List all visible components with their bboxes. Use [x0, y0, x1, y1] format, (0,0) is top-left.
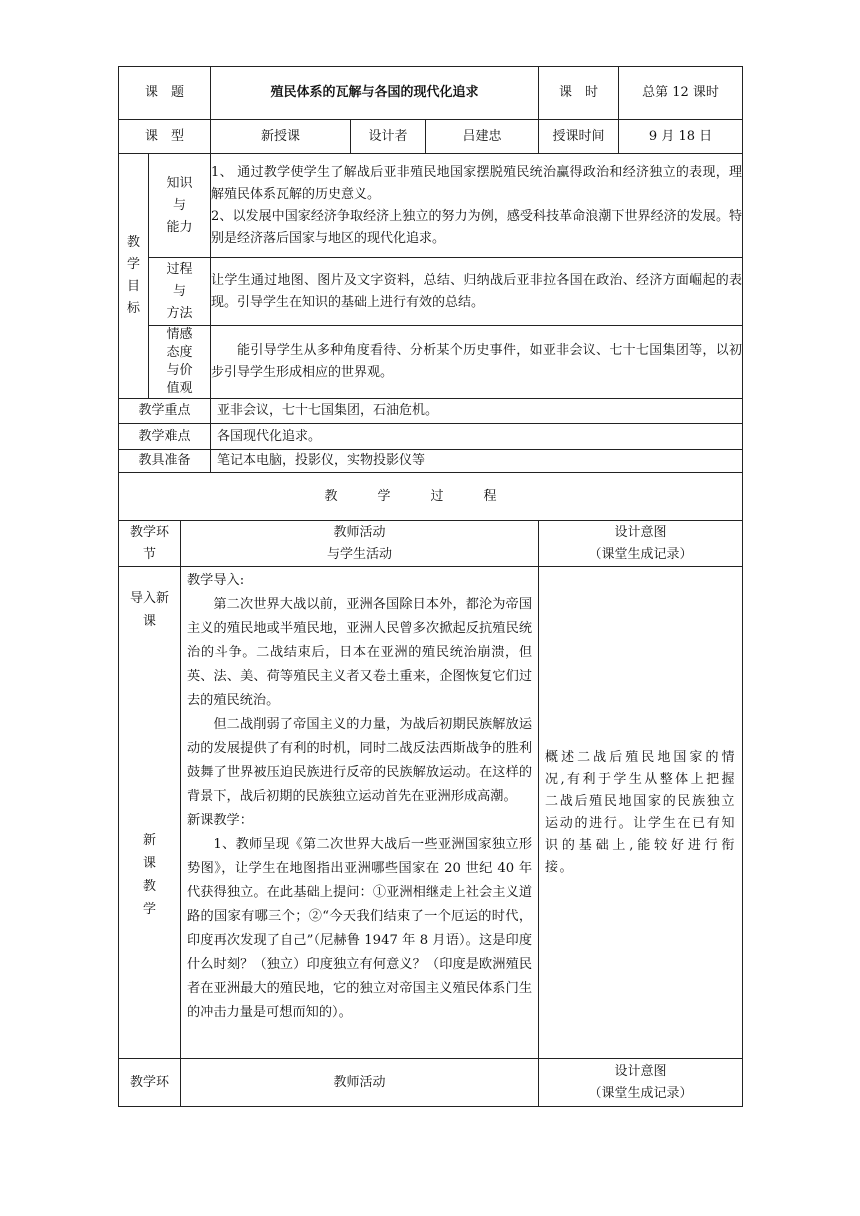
goal-label-line: 值观	[166, 381, 193, 396]
designer-value: 吕建忠	[426, 120, 539, 154]
goal-label-line: 过程	[166, 261, 193, 277]
goal-row-knowledge	[119, 154, 743, 258]
goal-label-process	[149, 258, 211, 326]
activity-column-header: 教师活动	[181, 1059, 539, 1107]
goal-label-line: 态度	[166, 345, 193, 360]
goal-label-line: 情感	[166, 327, 193, 342]
goal-label-line: 与	[173, 197, 187, 213]
process-header-row-repeat	[119, 1059, 743, 1107]
stage-new-lesson	[119, 829, 180, 921]
activity-paragraph: 但二战削弱了帝国主义的力量，为战后初期民族解放运动的发展提供了有利的时机，同时二战反法西斯战争的胜利鼓舞了世界被压迫民族进行反帝的民族解放运动。在这样的背景下，战后初期的民族独立运动首先在亚洲形成高潮。	[187, 717, 533, 804]
intent-cell: 概述二战后殖民地国家的情况,有利于学生从整体上把握二战后殖民地国家的民族独立运动的进行。让学生在已有知识的基础上,能较好进行衔接。	[539, 567, 743, 1059]
goal-label-emotion	[149, 326, 211, 399]
stage-line: 教	[142, 879, 156, 894]
goals-label-char: 目	[126, 279, 140, 294]
process-title: 教学过程	[119, 473, 743, 521]
header-line: 设计意图	[614, 524, 667, 540]
goal-label-line: 知识	[166, 175, 193, 191]
stage-column-header: 教学环	[119, 1059, 181, 1107]
activity-column-header	[181, 521, 539, 567]
process-title-row	[119, 473, 743, 521]
goal-line: 1、 通过教学使学生了解战后亚非殖民地国家摆脱殖民统治赢得政治和经济独立的表现，理解殖民体系瓦解的历史意义。	[211, 164, 743, 202]
key-points-label: 教学重点	[119, 399, 211, 424]
goal-line: 能引导学生从多种角度看待、分析某个历史事件，如亚非会议、七十七国集团等，以初步引导学生形成相应的世界观。	[211, 343, 743, 380]
goals-label-char: 教	[126, 235, 140, 250]
goal-label-line: 与价	[166, 363, 193, 378]
goal-text-knowledge	[211, 154, 743, 258]
key-points-row	[119, 399, 743, 424]
stage-intro	[119, 587, 180, 633]
difficulties-value: 各国现代化追求。	[211, 424, 743, 450]
topic-row	[119, 67, 743, 120]
key-points-value: 亚非会议，七十七国集团，石油危机。	[211, 399, 743, 424]
type-row	[119, 120, 743, 154]
goal-label-line: 与	[173, 283, 187, 299]
lesson-title: 殖民体系的瓦解与各国的现代化追求	[211, 67, 539, 120]
activity-paragraph: 第二次世界大战以前，亚洲各国除日本外，都沦为帝国主义的殖民地或半殖民地，亚洲人民曾多次掀起反抗殖民统治的斗争。二战结束后，日本在亚洲的殖民统治崩溃，但英、法、美、荷等殖民主义者又卷土重来，企图恢复它们过去的殖民统治。	[187, 597, 533, 708]
goal-label-knowledge	[149, 154, 211, 258]
type-label: 课 型	[119, 120, 211, 154]
hours-label: 课 时	[539, 67, 619, 120]
stage-line: 导入新	[129, 591, 169, 606]
goal-line: 2、以发展中国家经济争取经济上独立的努力为例，感受科技革命浪潮下世界经济的发展。特别是经济落后国家与地区的现代化追求。	[211, 208, 743, 246]
designer-label: 设计者	[351, 120, 426, 154]
stage-line: 新	[142, 833, 156, 848]
date-label: 授课时间	[539, 120, 619, 154]
tools-row	[119, 450, 743, 473]
stage-line: 学	[142, 902, 156, 917]
stage-cell	[119, 567, 181, 1059]
header-line: 设计意图	[614, 1063, 667, 1079]
intent-column-header	[539, 521, 743, 567]
goals-label	[119, 154, 149, 399]
activity-paragraph: 1、教师呈现《第二次世界大战后一些亚洲国家独立形势图》，让学生在地图指出亚洲哪些国家在 20 世纪 40 年代获得独立。在此基础上提问：①亚洲相继走上社会主义道路的国家有哪三个；②“今天我们结束了一个厄运的时代，印度再次发现了自己”（尼赫鲁 1947 年 8 月语）。这是印度什么时刻？（独立）印度独立有何意义？（印度是欧洲殖民者在亚洲最大的殖民地，它的独立对帝国主义殖民体系门生的冲击力量是可想而知的）。	[187, 837, 533, 1020]
goal-text-emotion	[211, 326, 743, 399]
header-line: 与学生活动	[327, 546, 393, 562]
goal-line: 让学生通过地图、图片及文字资料，总结、归纳战后亚非拉各国在政治、经济方面崛起的表现。引导学生在知识的基础上进行有效的总结。	[211, 272, 743, 310]
tools-label: 教具准备	[119, 450, 211, 473]
process-body-row	[119, 567, 743, 1059]
goal-label-line: 方法	[166, 305, 193, 321]
header-line: （课堂生成记录）	[588, 546, 693, 562]
goal-label-line: 能力	[166, 219, 193, 235]
date-value: 9 月 18 日	[619, 120, 743, 154]
stage-line: 课	[142, 614, 156, 629]
activity-heading: 教学导入:	[187, 573, 245, 588]
type-value: 新授课	[211, 120, 351, 154]
process-header-row	[119, 521, 743, 567]
header-line: （课堂生成记录）	[588, 1085, 693, 1101]
header-line: 教师活动	[333, 524, 386, 540]
stage-line: 课	[142, 856, 156, 871]
intent-column-header	[539, 1059, 743, 1107]
activity-cell	[181, 567, 539, 1059]
goal-row-emotion	[119, 326, 743, 399]
activity-heading: 新课教学：	[187, 813, 253, 828]
tools-value: 笔记本电脑，投影仪，实物投影仪等	[211, 450, 743, 473]
header-line: 节	[142, 546, 156, 562]
difficulties-row	[119, 424, 743, 450]
goal-row-process	[119, 258, 743, 326]
lesson-plan-table	[118, 66, 743, 1107]
header-line: 教学环	[129, 524, 169, 540]
goals-label-char: 标	[126, 301, 140, 316]
difficulties-label: 教学难点	[119, 424, 211, 450]
goal-text-process	[211, 258, 743, 326]
topic-label: 课 题	[119, 67, 211, 120]
goals-label-char: 学	[126, 257, 140, 272]
stage-column-header	[119, 521, 181, 567]
hours-value: 总第 12 课时	[619, 67, 743, 120]
